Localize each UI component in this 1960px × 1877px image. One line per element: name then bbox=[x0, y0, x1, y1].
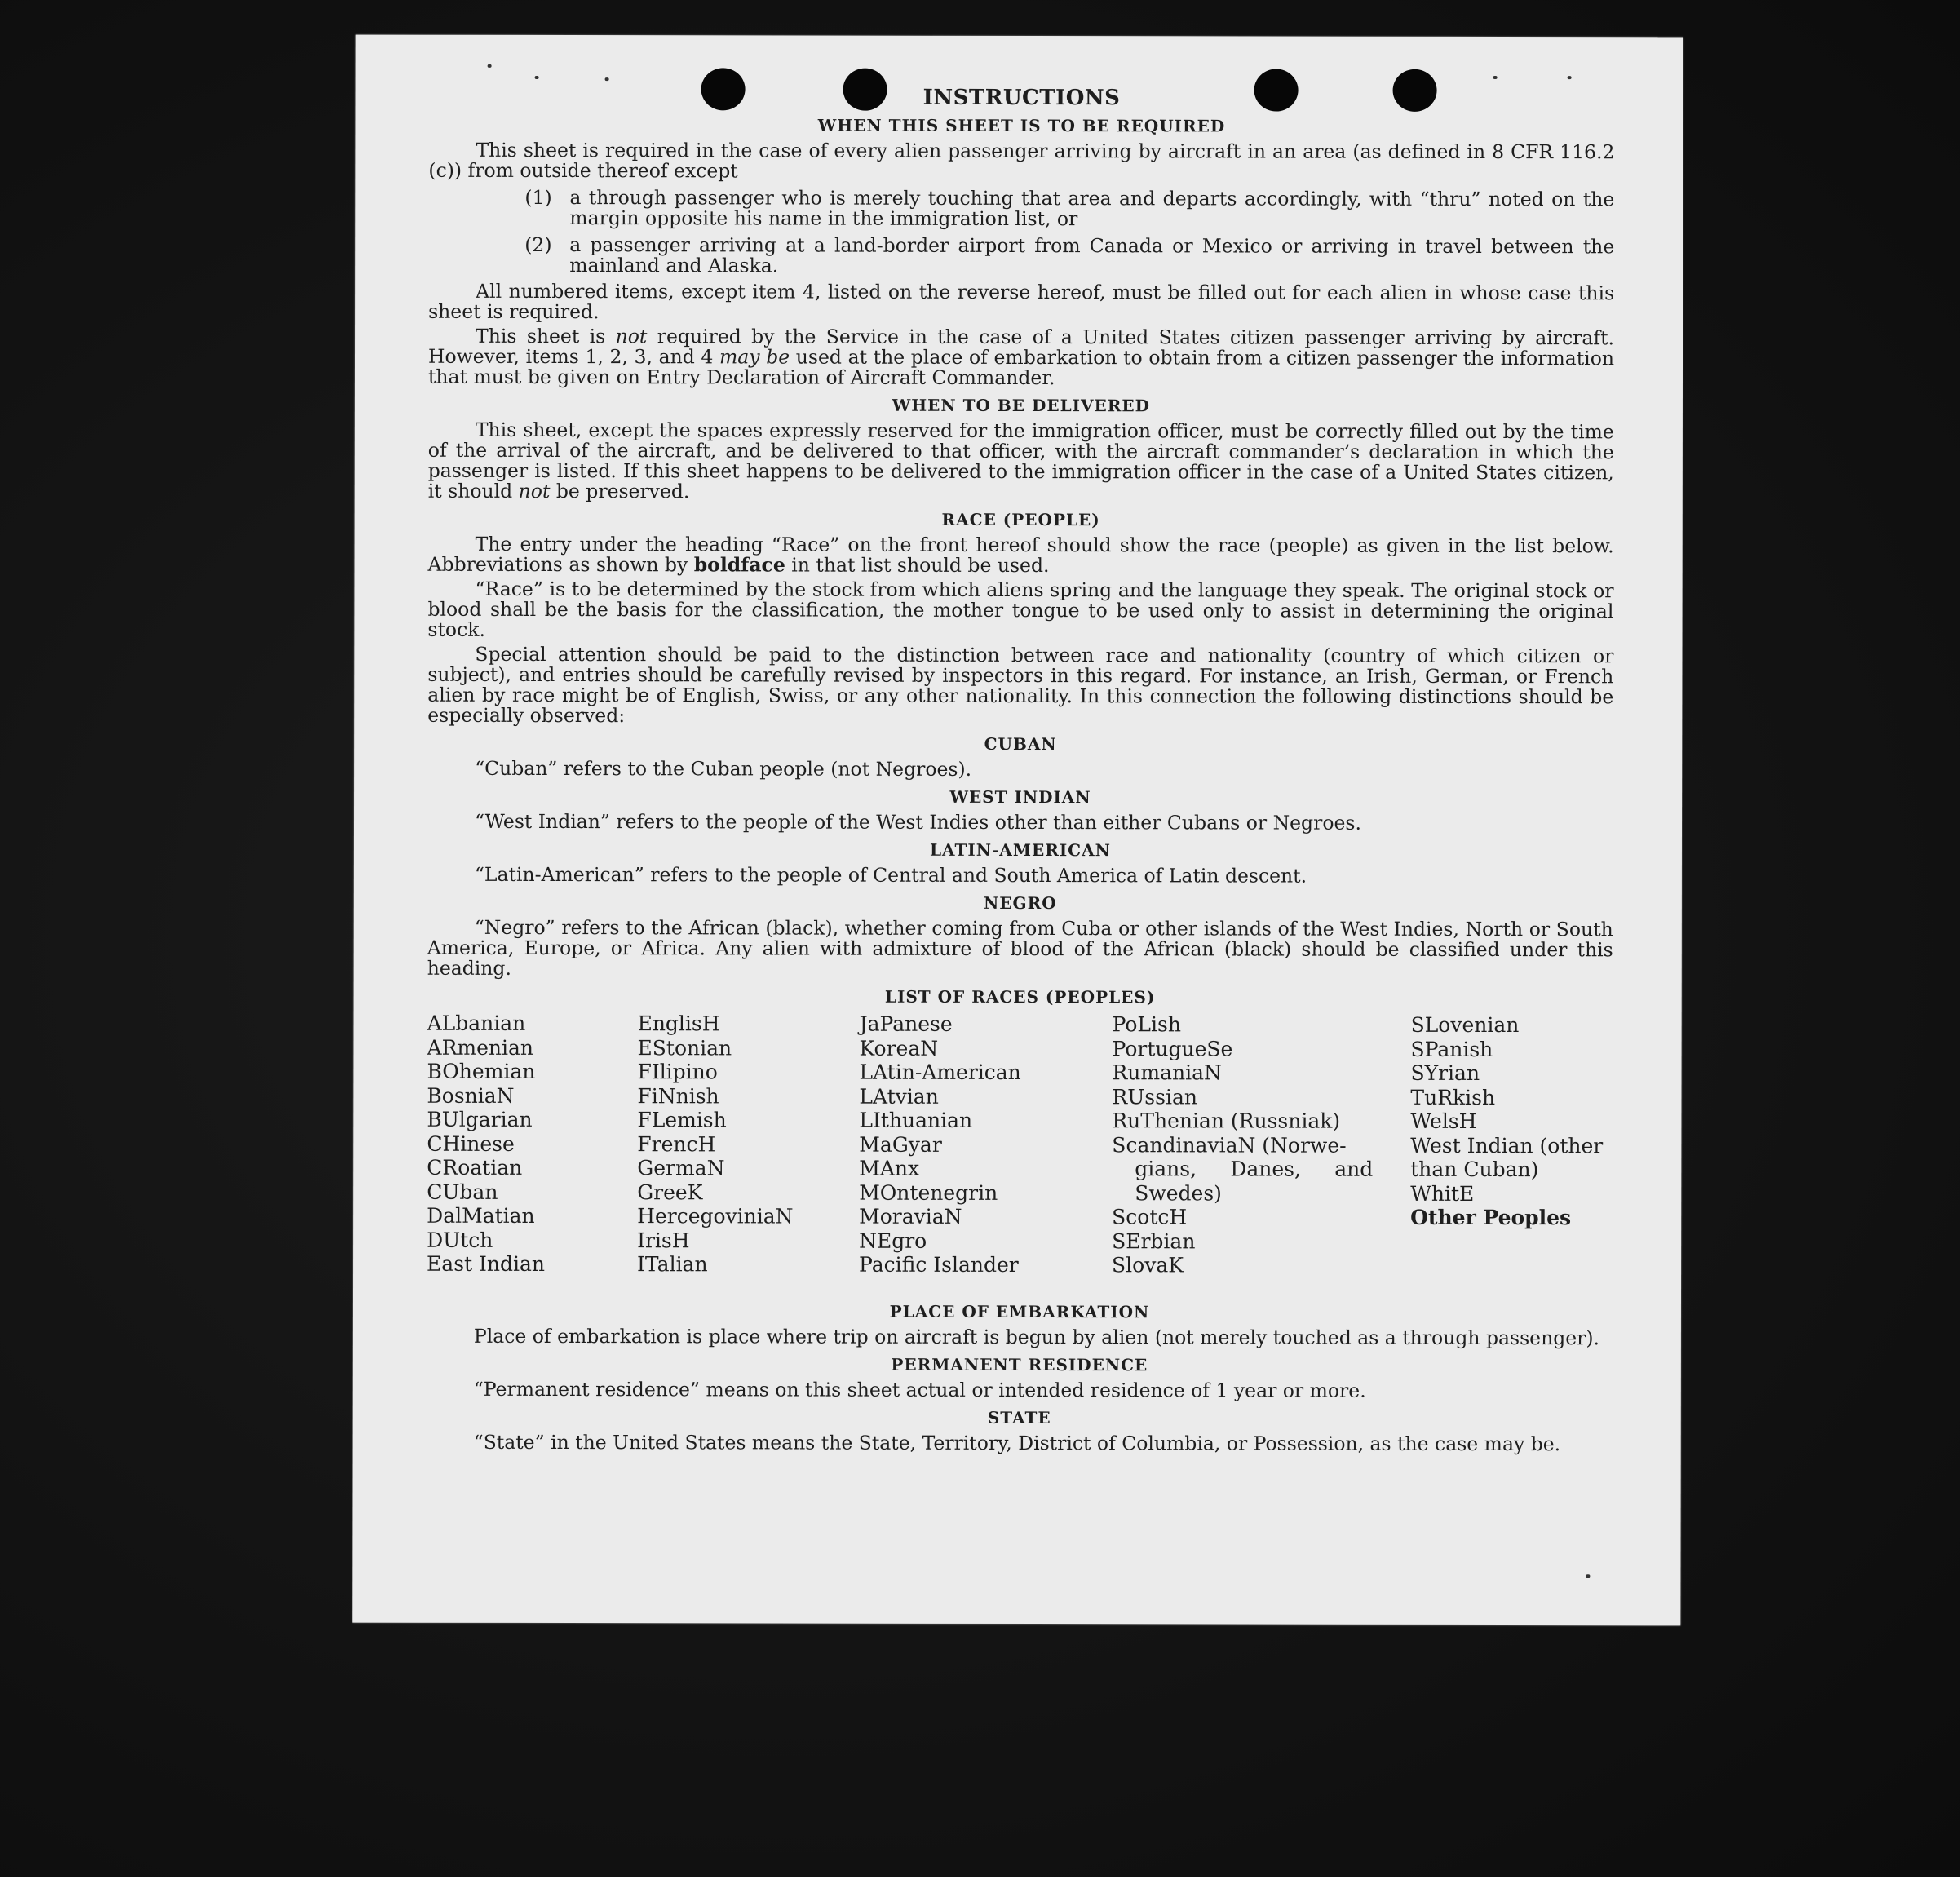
race-column bbox=[637, 1012, 794, 1277]
race-item: CRoatian bbox=[427, 1155, 523, 1180]
speck bbox=[1586, 1574, 1590, 1578]
race-item: MaGyar bbox=[859, 1132, 942, 1157]
race-item: MOntenegrin bbox=[859, 1180, 998, 1205]
race-item-continued bbox=[1112, 1157, 1373, 1181]
italic-text: not bbox=[518, 479, 551, 502]
race-item: BUlgarian bbox=[427, 1107, 533, 1131]
race-item: HercegoviniaN bbox=[637, 1204, 794, 1228]
race-item: SYrian bbox=[1410, 1060, 1480, 1085]
race-item: GreeK bbox=[637, 1180, 703, 1204]
word: Danes, bbox=[1230, 1157, 1301, 1181]
race-item: MoraviaN bbox=[859, 1204, 962, 1228]
paragraph: This sheet is required in the case of every alien passenger arriving by aircraft in an area (as defined in 8 CFR 116.2 (c)) from outside thereof except bbox=[428, 138, 1615, 183]
list-item bbox=[428, 232, 1615, 278]
section-heading: LATIN-AMERICAN bbox=[929, 839, 1111, 861]
race-item: East Indian bbox=[427, 1251, 546, 1276]
item-number: (1) bbox=[524, 185, 552, 210]
race-item: WhitE bbox=[1410, 1181, 1475, 1206]
race-item: KoreaN bbox=[859, 1036, 939, 1060]
race-item: CHinese bbox=[427, 1131, 515, 1156]
race-item: RuThenian (Russniak) bbox=[1112, 1109, 1341, 1133]
text: be preserved. bbox=[555, 480, 690, 503]
race-item: FrencH bbox=[637, 1131, 716, 1156]
race-item: FIlipino bbox=[637, 1060, 718, 1084]
text: required by the Service in the case of a United States citizen passenger arriving by aircraft. However, items 1, 2, 3, and 4 bbox=[427, 325, 1615, 369]
list-item bbox=[428, 185, 1615, 231]
paragraph: “Negro” refers to the African (black), whether coming from Cuba or other islands of the West Indies, North or South America, Europe, or Africa. Any alien with admixture of blood of the African (black) should be classified under this heading. bbox=[427, 915, 1613, 980]
race-item: PortugueSe bbox=[1112, 1036, 1233, 1060]
section-heading: CUBAN bbox=[984, 733, 1057, 755]
paragraph bbox=[428, 326, 1614, 390]
race-item: FiNnish bbox=[637, 1083, 719, 1108]
race-item: BOhemian bbox=[427, 1059, 536, 1083]
race-column bbox=[1112, 1012, 1374, 1277]
race-item: GermaN bbox=[637, 1156, 725, 1180]
race-item-continued: Swedes) bbox=[1135, 1180, 1222, 1205]
section-heading: PLACE OF EMBARKATION bbox=[889, 1301, 1150, 1322]
paragraph: “Permanent residence” means on this sheet actual or intended residence of 1 year or more. bbox=[473, 1377, 1366, 1402]
race-item: ARmenian bbox=[427, 1035, 534, 1060]
word: gians, bbox=[1135, 1157, 1197, 1181]
paragraph: All numbered items, except item 4, listed on the reverse hereof, must be filled out for each alien in whose case this sheet is required. bbox=[428, 279, 1615, 324]
race-item: IrisH bbox=[637, 1228, 690, 1252]
race-item: RumaniaN bbox=[1112, 1060, 1222, 1085]
item-number: (2) bbox=[524, 232, 552, 257]
section-heading: RACE (PEOPLE) bbox=[941, 509, 1100, 530]
race-item: TuRkish bbox=[1410, 1085, 1496, 1109]
race-column bbox=[859, 1012, 1021, 1277]
race-item: LIthuanian bbox=[859, 1108, 973, 1132]
section-heading: WHEN TO BE DELIVERED bbox=[892, 395, 1151, 416]
text: This sheet, except the spaces expressly reserved for the immigration officer, must be correctly filled out by the time of the arrival of the aircraft, and be delivered to that officer, with the aircraft commander’s declaration in which the passenger is listed. If this sheet happens to be delivered to the immigration officer in the case of a United States citizen, it should bbox=[427, 418, 1614, 502]
document-sheet bbox=[352, 35, 1683, 1626]
page-title: INSTRUCTIONS bbox=[922, 85, 1121, 111]
word: and bbox=[1334, 1157, 1374, 1181]
race-item: JaPanese bbox=[859, 1012, 953, 1036]
paragraph: “Cuban” refers to the Cuban people (not Negroes). bbox=[475, 756, 972, 781]
race-item: MAnx bbox=[859, 1156, 920, 1180]
race-item: PoLish bbox=[1112, 1012, 1182, 1037]
race-item: NEgro bbox=[859, 1228, 927, 1253]
race-item: RUssian bbox=[1112, 1084, 1198, 1109]
race-item: Other Peoples bbox=[1410, 1205, 1572, 1230]
item-text: a passenger arriving at a land-border airport from Canada or Mexico or arriving in travel between the mainland and Alaska. bbox=[569, 233, 1615, 277]
race-list bbox=[427, 1012, 1613, 1296]
speck bbox=[535, 76, 539, 79]
race-item: SErbian bbox=[1112, 1228, 1196, 1253]
paragraph: “West Indian” refers to the people of the West Indies other than either Cubans or Negroes. bbox=[474, 809, 1361, 834]
race-item: EStonian bbox=[637, 1035, 732, 1060]
paragraph: Place of embarkation is place where trip on aircraft is begun by alien (not merely touched as a through passenger). bbox=[473, 1324, 1600, 1350]
race-item: ScandinaviaN (Norwe- bbox=[1112, 1132, 1347, 1158]
speck bbox=[1568, 76, 1572, 79]
race-item: CUban bbox=[427, 1180, 498, 1204]
paragraph bbox=[428, 534, 1614, 578]
race-item: ScotcH bbox=[1112, 1205, 1188, 1229]
race-item: LAtvian bbox=[859, 1084, 939, 1109]
speck bbox=[488, 64, 492, 68]
paragraph: Special attention should be paid to the distinction between race and nationality (country of which citizen or subject), and entries should be carefully revised by inspectors in this regard. For instance, an Irish, German, or French alien by race might be of English, Swiss, or any other nationality. In this connection the following distinctions should be especially observed: bbox=[427, 642, 1614, 728]
section-heading: NEGRO bbox=[983, 892, 1057, 914]
race-item: West Indian (other bbox=[1410, 1133, 1604, 1158]
section-heading: STATE bbox=[987, 1407, 1051, 1428]
text: used at the place of embarkation to obtain from a citizen passenger the information that must be given on Entry Declaration of Aircraft Commander. bbox=[427, 345, 1615, 390]
race-item: Pacific Islander bbox=[859, 1252, 1019, 1277]
text: The entry under the heading “Race” on the front hereof should show the race (people) as given in the list below. Abbreviations as shown by bbox=[427, 532, 1614, 577]
race-item: SlovaK bbox=[1112, 1253, 1184, 1277]
speck bbox=[605, 77, 609, 81]
section-heading: WHEN THIS SHEET IS TO BE REQUIRED bbox=[817, 115, 1226, 136]
paragraph: “Race” is to be determined by the stock from which aliens spring and the language they speak. The original stock or blood shall be the basis for the classification, the mother tongue to be used only to assist in determining the original stock. bbox=[427, 577, 1614, 641]
race-item: ALbanian bbox=[427, 1011, 526, 1035]
section-heading: LIST OF RACES (PEOPLES) bbox=[884, 986, 1156, 1007]
item-text: a through passenger who is merely touching that area and departs accordingly, with “thru” noted on the margin opposite his name in the immigration list, or bbox=[569, 186, 1615, 231]
race-column bbox=[427, 1012, 546, 1277]
race-item: DUtch bbox=[427, 1228, 493, 1252]
race-column bbox=[1410, 1013, 1603, 1230]
paragraph: “Latin-American” refers to the people of Central and South America of Latin descent. bbox=[474, 862, 1307, 888]
race-item: LAtin-American bbox=[859, 1060, 1021, 1085]
race-item: DalMatian bbox=[427, 1203, 535, 1228]
race-item-continued: than Cuban) bbox=[1410, 1157, 1539, 1182]
instructions-body bbox=[427, 87, 1615, 1459]
italic-text: may be bbox=[719, 345, 790, 369]
speck bbox=[1493, 76, 1498, 79]
race-item: FLemish bbox=[637, 1108, 727, 1132]
paragraph bbox=[428, 420, 1614, 504]
race-item: WelsH bbox=[1410, 1109, 1477, 1133]
race-item: EnglisH bbox=[637, 1012, 720, 1036]
text: in that list should be used. bbox=[791, 553, 1050, 578]
section-heading: PERMANENT RESIDENCE bbox=[891, 1354, 1148, 1375]
text: This sheet is bbox=[476, 324, 606, 348]
race-item: SPanish bbox=[1410, 1037, 1493, 1061]
race-item: BosniaN bbox=[427, 1083, 515, 1108]
paragraph: “State” in the United States means the State, Territory, District of Columbia, or Possession, as the case may be. bbox=[473, 1430, 1561, 1456]
race-item: ITalian bbox=[637, 1252, 708, 1277]
section-heading: WEST INDIAN bbox=[949, 786, 1091, 808]
bold-text: boldface bbox=[693, 553, 785, 577]
italic-text: not bbox=[615, 325, 648, 348]
race-item: SLovenian bbox=[1410, 1012, 1520, 1038]
